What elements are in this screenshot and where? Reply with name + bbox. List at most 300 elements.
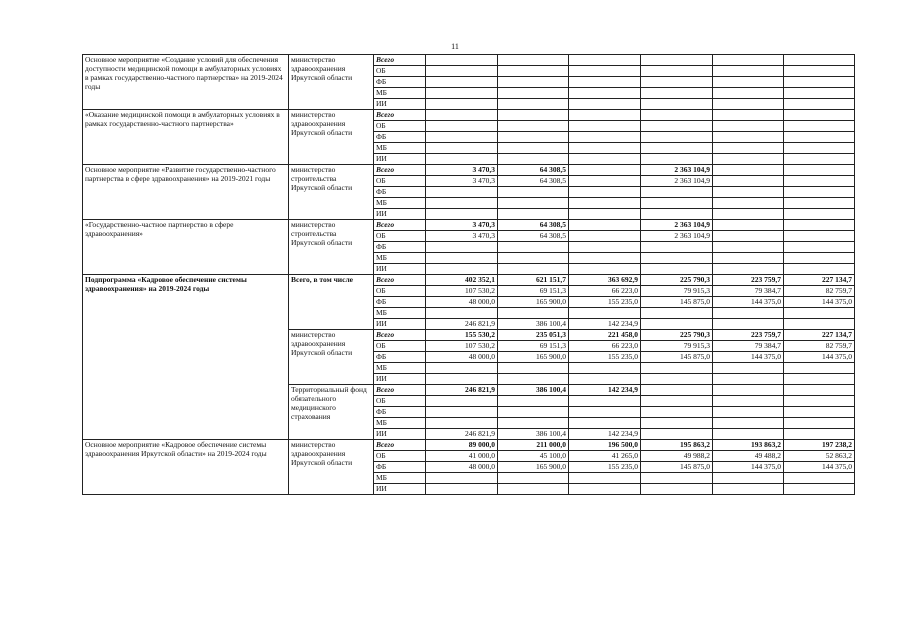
amount-cell <box>784 165 855 176</box>
amount-cell: 2 363 104,9 <box>641 231 713 242</box>
amount-cell <box>426 99 498 110</box>
measure-description: «Государственно-частное партнерство в сфере здравоохранения» <box>83 220 289 275</box>
amount-cell <box>713 132 784 143</box>
amount-cell: 45 100,0 <box>498 451 569 462</box>
funding-source-label: ФБ <box>374 352 426 363</box>
funding-source-label: ФБ <box>374 297 426 308</box>
executor-cell: министерство строительства Иркутской области <box>289 220 374 275</box>
amount-cell <box>713 143 784 154</box>
amount-cell <box>784 66 855 77</box>
amount-cell <box>569 220 641 231</box>
amount-cell <box>784 374 855 385</box>
amount-cell <box>498 132 569 143</box>
amount-cell <box>498 121 569 132</box>
amount-cell <box>426 187 498 198</box>
funding-source-label: Всего <box>374 275 426 286</box>
amount-cell: 79 384,7 <box>713 286 784 297</box>
amount-cell <box>784 99 855 110</box>
amount-cell <box>713 374 784 385</box>
amount-cell: 48 000,0 <box>426 352 498 363</box>
amount-cell <box>498 242 569 253</box>
amount-cell <box>784 253 855 264</box>
amount-cell <box>426 77 498 88</box>
amount-cell <box>713 77 784 88</box>
amount-cell <box>498 143 569 154</box>
amount-cell <box>713 407 784 418</box>
amount-cell <box>784 77 855 88</box>
amount-cell <box>713 253 784 264</box>
amount-cell <box>641 198 713 209</box>
amount-cell <box>641 55 713 66</box>
amount-cell <box>569 88 641 99</box>
executor-cell: министерство здравоохранения Иркутской области <box>289 110 374 165</box>
funding-source-label: ФБ <box>374 187 426 198</box>
funding-source-label: ОБ <box>374 121 426 132</box>
amount-cell: 402 352,1 <box>426 275 498 286</box>
amount-cell <box>641 66 713 77</box>
measure-description: Основное мероприятие «Создание условий для обеспечения доступности медицинской помощи в амбулаторных условиях в рамках государственно-частного партнерства» на 2019-2024 годы <box>83 55 289 110</box>
amount-cell <box>569 418 641 429</box>
funding-source-label: ИИ <box>374 99 426 110</box>
amount-cell <box>641 253 713 264</box>
amount-cell <box>784 407 855 418</box>
amount-cell <box>498 396 569 407</box>
amount-cell <box>498 187 569 198</box>
amount-cell: 3 470,3 <box>426 231 498 242</box>
amount-cell: 246 821,9 <box>426 385 498 396</box>
amount-cell <box>498 407 569 418</box>
amount-cell <box>713 484 784 495</box>
amount-cell <box>713 99 784 110</box>
amount-cell <box>641 187 713 198</box>
amount-cell <box>569 396 641 407</box>
amount-cell: 155 235,0 <box>569 352 641 363</box>
amount-cell <box>426 363 498 374</box>
amount-cell <box>498 55 569 66</box>
amount-cell: 52 863,2 <box>784 451 855 462</box>
funding-source-label: ФБ <box>374 462 426 473</box>
amount-cell <box>713 110 784 121</box>
amount-cell: 225 790,3 <box>641 330 713 341</box>
amount-cell: 386 100,4 <box>498 319 569 330</box>
amount-cell <box>713 264 784 275</box>
executor-cell: министерство здравоохранения Иркутской области <box>289 55 374 110</box>
amount-cell: 2 363 104,9 <box>641 165 713 176</box>
amount-cell <box>569 363 641 374</box>
amount-cell <box>713 231 784 242</box>
amount-cell <box>426 209 498 220</box>
amount-cell: 211 000,0 <box>498 440 569 451</box>
amount-cell <box>713 429 784 440</box>
funding-source-label: ФБ <box>374 242 426 253</box>
amount-cell <box>641 154 713 165</box>
funding-source-label: ИИ <box>374 374 426 385</box>
funding-source-label: ФБ <box>374 132 426 143</box>
amount-cell <box>426 66 498 77</box>
amount-cell: 145 875,0 <box>641 352 713 363</box>
amount-cell <box>713 473 784 484</box>
amount-cell <box>641 242 713 253</box>
amount-cell <box>641 88 713 99</box>
amount-cell: 66 223,0 <box>569 286 641 297</box>
amount-cell <box>784 132 855 143</box>
executor-cell: Всего, в том числе <box>289 275 374 330</box>
amount-cell <box>784 484 855 495</box>
amount-cell <box>641 77 713 88</box>
amount-cell <box>498 374 569 385</box>
amount-cell <box>641 99 713 110</box>
funding-source-label: ОБ <box>374 231 426 242</box>
amount-cell <box>498 66 569 77</box>
funding-source-label: Всего <box>374 385 426 396</box>
amount-cell <box>784 473 855 484</box>
amount-cell: 386 100,4 <box>498 385 569 396</box>
amount-cell: 193 863,2 <box>713 440 784 451</box>
amount-cell <box>498 77 569 88</box>
amount-cell <box>641 484 713 495</box>
amount-cell: 107 530,2 <box>426 286 498 297</box>
amount-cell <box>569 253 641 264</box>
measure-description: Основное мероприятие «Развитие государственно-частного партнерства в сфере здравоохранения» на 2019-2021 годы <box>83 165 289 220</box>
executor-cell: министерство здравоохранения Иркутской области <box>289 330 374 385</box>
amount-cell: 235 051,3 <box>498 330 569 341</box>
amount-cell <box>569 308 641 319</box>
amount-cell: 66 223,0 <box>569 341 641 352</box>
amount-cell <box>713 220 784 231</box>
amount-cell <box>569 484 641 495</box>
amount-cell <box>713 198 784 209</box>
amount-cell: 3 470,3 <box>426 176 498 187</box>
funding-source-label: ОБ <box>374 396 426 407</box>
funding-source-label: МБ <box>374 473 426 484</box>
amount-cell: 223 759,7 <box>713 275 784 286</box>
amount-cell <box>569 99 641 110</box>
amount-cell <box>498 363 569 374</box>
amount-cell <box>784 363 855 374</box>
funding-source-label: ОБ <box>374 66 426 77</box>
amount-cell <box>569 154 641 165</box>
amount-cell <box>498 264 569 275</box>
amount-cell <box>713 88 784 99</box>
amount-cell <box>713 154 784 165</box>
amount-cell <box>784 154 855 165</box>
amount-cell <box>569 242 641 253</box>
amount-cell: 246 821,9 <box>426 429 498 440</box>
amount-cell: 79 384,7 <box>713 341 784 352</box>
funding-source-label: ИИ <box>374 319 426 330</box>
amount-cell <box>713 242 784 253</box>
amount-cell: 621 151,7 <box>498 275 569 286</box>
amount-cell <box>713 319 784 330</box>
funding-source-label: МБ <box>374 253 426 264</box>
funding-source-label: ИИ <box>374 484 426 495</box>
amount-cell <box>713 209 784 220</box>
amount-cell <box>641 319 713 330</box>
measure-description: «Оказание медицинской помощи в амбулаторных условиях в рамках государственно-частного партнерства» <box>83 110 289 165</box>
amount-cell: 79 915,3 <box>641 286 713 297</box>
funding-source-label: Всего <box>374 440 426 451</box>
amount-cell <box>569 473 641 484</box>
table-row <box>83 110 855 121</box>
amount-cell <box>641 121 713 132</box>
table-row <box>83 165 855 176</box>
amount-cell: 41 265,0 <box>569 451 641 462</box>
amount-cell: 89 000,0 <box>426 440 498 451</box>
amount-cell <box>641 473 713 484</box>
amount-cell <box>713 187 784 198</box>
funding-source-label: МБ <box>374 143 426 154</box>
amount-cell <box>426 396 498 407</box>
amount-cell: 227 134,7 <box>784 275 855 286</box>
amount-cell: 227 134,7 <box>784 330 855 341</box>
amount-cell: 142 234,9 <box>569 319 641 330</box>
amount-cell <box>784 220 855 231</box>
amount-cell: 155 235,0 <box>569 462 641 473</box>
amount-cell <box>426 242 498 253</box>
amount-cell: 144 375,0 <box>713 352 784 363</box>
amount-cell <box>426 121 498 132</box>
amount-cell: 79 915,3 <box>641 341 713 352</box>
amount-cell <box>426 264 498 275</box>
amount-cell <box>713 396 784 407</box>
amount-cell <box>569 55 641 66</box>
amount-cell: 64 308,5 <box>498 176 569 187</box>
funding-source-label: МБ <box>374 363 426 374</box>
amount-cell: 165 900,0 <box>498 462 569 473</box>
funding-source-label: ИИ <box>374 429 426 440</box>
amount-cell <box>498 484 569 495</box>
amount-cell <box>426 473 498 484</box>
amount-cell <box>713 385 784 396</box>
funding-source-label: ФБ <box>374 77 426 88</box>
amount-cell <box>784 264 855 275</box>
amount-cell <box>784 110 855 121</box>
amount-cell: 144 375,0 <box>713 462 784 473</box>
funding-source-label: МБ <box>374 198 426 209</box>
amount-cell: 82 759,7 <box>784 341 855 352</box>
amount-cell <box>498 209 569 220</box>
amount-cell <box>784 319 855 330</box>
funding-source-label: Всего <box>374 165 426 176</box>
amount-cell <box>784 187 855 198</box>
amount-cell <box>641 143 713 154</box>
amount-cell <box>641 385 713 396</box>
amount-cell: 3 470,3 <box>426 220 498 231</box>
executor-cell: Территориальный фонд обязательного медицинского страхования <box>289 385 374 440</box>
amount-cell <box>641 396 713 407</box>
amount-cell <box>569 77 641 88</box>
amount-cell <box>784 209 855 220</box>
table-row <box>83 220 855 231</box>
amount-cell: 165 900,0 <box>498 352 569 363</box>
amount-cell: 3 470,3 <box>426 165 498 176</box>
amount-cell <box>641 308 713 319</box>
amount-cell: 41 000,0 <box>426 451 498 462</box>
amount-cell: 196 500,0 <box>569 440 641 451</box>
funding-source-label: ФБ <box>374 407 426 418</box>
amount-cell: 246 821,9 <box>426 319 498 330</box>
funding-source-label: Всего <box>374 330 426 341</box>
amount-cell: 107 530,2 <box>426 341 498 352</box>
amount-cell <box>426 154 498 165</box>
amount-cell <box>784 231 855 242</box>
amount-cell <box>569 143 641 154</box>
amount-cell: 165 900,0 <box>498 297 569 308</box>
amount-cell <box>784 55 855 66</box>
amount-cell <box>641 110 713 121</box>
funding-source-label: Всего <box>374 220 426 231</box>
page-number: 11 <box>451 42 459 51</box>
amount-cell <box>713 176 784 187</box>
amount-cell <box>569 176 641 187</box>
amount-cell <box>569 374 641 385</box>
amount-cell <box>713 66 784 77</box>
funding-source-label: МБ <box>374 88 426 99</box>
table-row <box>83 55 855 66</box>
amount-cell: 363 692,9 <box>569 275 641 286</box>
amount-cell <box>713 363 784 374</box>
amount-cell <box>498 110 569 121</box>
amount-cell <box>713 121 784 132</box>
amount-cell: 48 000,0 <box>426 462 498 473</box>
amount-cell: 155 530,2 <box>426 330 498 341</box>
amount-cell <box>784 143 855 154</box>
amount-cell <box>641 418 713 429</box>
amount-cell <box>498 198 569 209</box>
amount-cell: 142 234,9 <box>569 385 641 396</box>
amount-cell <box>784 198 855 209</box>
amount-cell <box>426 407 498 418</box>
amount-cell: 82 759,7 <box>784 286 855 297</box>
amount-cell <box>426 308 498 319</box>
funding-source-label: Всего <box>374 110 426 121</box>
amount-cell <box>641 264 713 275</box>
amount-cell <box>498 253 569 264</box>
table-row <box>83 440 855 451</box>
amount-cell <box>641 132 713 143</box>
amount-cell: 49 488,2 <box>713 451 784 462</box>
amount-cell <box>426 143 498 154</box>
amount-cell: 2 363 104,9 <box>641 176 713 187</box>
amount-cell: 2 363 104,9 <box>641 220 713 231</box>
amount-cell <box>569 121 641 132</box>
amount-cell: 195 863,2 <box>641 440 713 451</box>
amount-cell: 221 458,0 <box>569 330 641 341</box>
amount-cell: 69 151,3 <box>498 286 569 297</box>
amount-cell: 144 375,0 <box>784 352 855 363</box>
amount-cell: 144 375,0 <box>784 462 855 473</box>
funding-source-label: ОБ <box>374 341 426 352</box>
funding-source-label: ИИ <box>374 209 426 220</box>
amount-cell <box>713 55 784 66</box>
amount-cell <box>426 484 498 495</box>
funding-source-label: ОБ <box>374 286 426 297</box>
amount-cell <box>498 154 569 165</box>
amount-cell <box>569 407 641 418</box>
table-row <box>83 275 855 286</box>
measure-description: Основное мероприятие «Кадровое обеспечение системы здравоохранения Иркутской области» на 2019-2024 годы <box>83 440 289 495</box>
amount-cell: 223 759,7 <box>713 330 784 341</box>
amount-cell <box>426 253 498 264</box>
amount-cell: 145 875,0 <box>641 297 713 308</box>
amount-cell <box>641 209 713 220</box>
amount-cell <box>426 374 498 385</box>
amount-cell: 144 375,0 <box>713 297 784 308</box>
amount-cell <box>784 176 855 187</box>
amount-cell: 49 988,2 <box>641 451 713 462</box>
amount-cell <box>784 88 855 99</box>
funding-source-label: МБ <box>374 308 426 319</box>
amount-cell <box>784 121 855 132</box>
amount-cell: 64 308,5 <box>498 165 569 176</box>
amount-cell <box>641 374 713 385</box>
executor-cell: министерство строительства Иркутской области <box>289 165 374 220</box>
amount-cell <box>784 308 855 319</box>
amount-cell <box>426 132 498 143</box>
amount-cell <box>498 308 569 319</box>
amount-cell <box>426 88 498 99</box>
amount-cell <box>713 418 784 429</box>
amount-cell: 48 000,0 <box>426 297 498 308</box>
amount-cell <box>641 363 713 374</box>
amount-cell <box>569 66 641 77</box>
amount-cell <box>498 88 569 99</box>
amount-cell <box>784 396 855 407</box>
amount-cell <box>498 99 569 110</box>
funding-source-label: ИИ <box>374 264 426 275</box>
amount-cell <box>784 242 855 253</box>
amount-cell: 145 875,0 <box>641 462 713 473</box>
amount-cell <box>569 187 641 198</box>
funding-source-label: ОБ <box>374 451 426 462</box>
funding-source-label: Всего <box>374 55 426 66</box>
amount-cell: 197 238,2 <box>784 440 855 451</box>
amount-cell <box>569 110 641 121</box>
amount-cell <box>426 418 498 429</box>
amount-cell: 225 790,3 <box>641 275 713 286</box>
amount-cell <box>713 308 784 319</box>
funding-source-label: ОБ <box>374 176 426 187</box>
funding-source-label: ИИ <box>374 154 426 165</box>
amount-cell: 142 234,9 <box>569 429 641 440</box>
amount-cell: 64 308,5 <box>498 231 569 242</box>
amount-cell: 69 151,3 <box>498 341 569 352</box>
amount-cell <box>569 132 641 143</box>
amount-cell <box>784 385 855 396</box>
amount-cell <box>498 418 569 429</box>
amount-cell <box>569 165 641 176</box>
amount-cell <box>569 209 641 220</box>
amount-cell <box>426 110 498 121</box>
amount-cell <box>641 407 713 418</box>
amount-cell <box>569 231 641 242</box>
amount-cell: 144 375,0 <box>784 297 855 308</box>
measure-description: Подпрограмма «Кадровое обеспечение системы здравоохранения» на 2019-2024 годы <box>83 275 289 440</box>
executor-cell: министерство здравоохранения Иркутской области <box>289 440 374 495</box>
amount-cell <box>784 429 855 440</box>
amount-cell <box>426 55 498 66</box>
amount-cell <box>569 198 641 209</box>
amount-cell <box>569 264 641 275</box>
amount-cell: 155 235,0 <box>569 297 641 308</box>
amount-cell <box>713 165 784 176</box>
amount-cell <box>641 429 713 440</box>
amount-cell: 386 100,4 <box>498 429 569 440</box>
amount-cell <box>426 198 498 209</box>
budget-table <box>82 54 855 495</box>
amount-cell <box>498 473 569 484</box>
amount-cell <box>784 418 855 429</box>
